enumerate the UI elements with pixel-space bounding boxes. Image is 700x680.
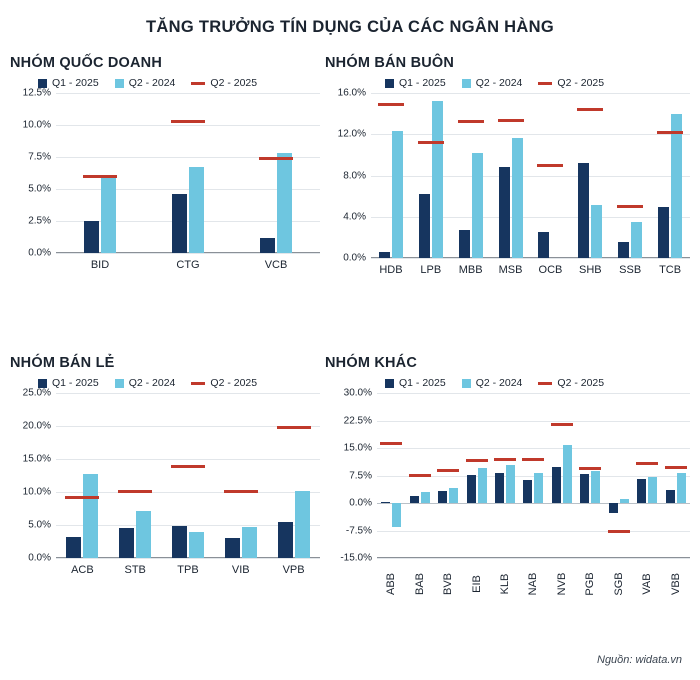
page-title: TĂNG TRƯỞNG TÍN DỤNG CỦA CÁC NGÂN HÀNG <box>146 18 554 36</box>
bar-q2-2024 <box>242 527 257 558</box>
bar-q2-2024 <box>506 465 515 503</box>
legend-label-q1-2025: Q1 - 2025 <box>52 77 99 89</box>
marker-q2-2025 <box>617 205 643 208</box>
legend-item-q2-2024 <box>115 377 176 389</box>
legend-wholesale <box>325 77 690 89</box>
bar-group <box>491 93 531 276</box>
gridline <box>56 558 320 559</box>
bar-group <box>491 393 519 595</box>
bar-q2-2024 <box>677 473 686 503</box>
y-axis-tick-label: 2.5% <box>28 215 51 227</box>
legend-label-q2-2024: Q2 - 2024 <box>475 77 523 89</box>
bar-q2-2024 <box>189 532 204 558</box>
legend-label-q1-2025: Q1 - 2025 <box>52 377 99 389</box>
y-axis-tick-label: 4.0% <box>343 211 366 223</box>
x-axis-tick-label: EIB <box>470 575 483 593</box>
legend-item-q2-2025 <box>191 377 257 389</box>
legend-item-q1-2025 <box>385 377 446 389</box>
bar-q1-2025 <box>225 538 240 558</box>
x-axis-tick-label: NAB <box>527 572 540 596</box>
bar-q2-2024 <box>631 222 642 258</box>
bar-group <box>405 393 433 596</box>
source-note: Nguồn: widata.vn <box>597 654 682 666</box>
bar-q1-2025 <box>495 473 504 503</box>
x-axis-tick-label: VBB <box>669 572 682 596</box>
bar-group <box>371 93 411 276</box>
marker-q2-2025 <box>171 120 205 123</box>
bar-q2-2024 <box>432 101 443 258</box>
marker-q2-2025 <box>537 164 563 167</box>
legend-item-q2-2024 <box>115 77 176 89</box>
y-axis-tick-label: 12.5% <box>22 87 51 99</box>
marker-q2-2025 <box>458 120 484 123</box>
marker-q2-2025 <box>498 119 524 122</box>
marker-q2-2025 <box>409 474 431 477</box>
legend-label-q2-2025: Q2 - 2025 <box>557 377 605 389</box>
bar-q1-2025 <box>552 467 561 503</box>
y-axis-tick-label: 15.0% <box>22 453 51 465</box>
y-axis-tick-label: 10.0% <box>22 119 51 131</box>
bar-q1-2025 <box>658 207 669 258</box>
bar-q2-2024 <box>563 445 572 503</box>
bar-q1-2025 <box>618 242 629 259</box>
bar-q2-2024 <box>591 205 602 258</box>
chart-panel-other <box>325 355 690 596</box>
legend-label-q2-2024: Q2 - 2024 <box>475 377 523 389</box>
bar-group <box>56 93 144 271</box>
x-axis-tick-label: NVB <box>555 572 568 596</box>
chart-panel-wholesale <box>325 55 690 276</box>
marker-q2-2025 <box>380 442 402 445</box>
marker-q2-2025 <box>657 131 683 134</box>
bar-group <box>610 93 650 276</box>
bar-q1-2025 <box>419 194 430 258</box>
bar-q2-2024 <box>472 153 483 258</box>
marker-q2-2025 <box>579 467 601 470</box>
marker-q2-2025 <box>577 108 603 111</box>
y-axis-tick-label: 22.5% <box>343 415 372 426</box>
x-axis-tick-label: LPB <box>420 264 442 276</box>
y-axis-tick-label: 0.0% <box>343 252 366 264</box>
bar-q1-2025 <box>379 252 390 258</box>
marker-q2-2025 <box>636 462 658 465</box>
bar-q2-2024 <box>449 488 458 503</box>
legend-retail <box>10 377 320 389</box>
plot-area-state-owned <box>22 87 320 271</box>
x-axis-tick-label: ACB <box>71 564 94 576</box>
bar-q1-2025 <box>666 490 675 503</box>
marker-q2-2025 <box>83 175 117 178</box>
bar-series-container <box>56 393 320 576</box>
plot-area-wholesale <box>337 87 690 276</box>
bar-series-container <box>56 93 320 271</box>
bar-q2-2024 <box>671 114 682 258</box>
marker-q2-2025 <box>259 157 293 160</box>
y-axis-tick-label: 5.0% <box>28 519 51 531</box>
x-axis-tick-label: VCB <box>264 259 288 271</box>
y-axis-tick-label: 20.0% <box>22 420 51 432</box>
bar-group <box>377 393 405 596</box>
bar-q1-2025 <box>580 474 589 503</box>
bar-group <box>519 393 547 596</box>
bar-q2-2024 <box>478 468 487 503</box>
marker-q2-2025 <box>551 423 573 426</box>
marker-q2-2025 <box>665 466 687 469</box>
legend-item-q2-2025 <box>191 77 257 89</box>
bar-group <box>214 393 267 576</box>
marker-q2-2025 <box>608 530 630 533</box>
y-axis-tick-label: 0.0% <box>28 247 51 259</box>
y-axis-tick-label: 7.5% <box>349 470 372 481</box>
x-axis-tick-label: STB <box>124 564 146 576</box>
bar-q2-2024 <box>421 492 430 503</box>
marker-q2-2025 <box>466 459 488 462</box>
x-axis-tick-label: KLB <box>499 573 512 595</box>
bar-q2-2024 <box>591 471 600 503</box>
bar-q1-2025 <box>260 238 275 253</box>
bar-group <box>531 93 571 276</box>
x-axis-tick-label: SSB <box>619 264 642 276</box>
x-axis-tick-label: OCB <box>538 264 563 276</box>
marker-q2-2025 <box>494 458 516 461</box>
legend-state-owned <box>10 77 320 89</box>
legend-label-q2-2025: Q2 - 2025 <box>210 77 258 89</box>
bar-q1-2025 <box>66 537 81 558</box>
x-axis-tick-label: MBB <box>458 264 483 276</box>
bar-q1-2025 <box>637 479 646 503</box>
bar-q1-2025 <box>172 526 187 558</box>
bar-series-container <box>371 93 690 276</box>
y-axis-tick-label: 8.0% <box>343 170 366 181</box>
bar-group <box>267 393 320 576</box>
bar-group <box>232 93 320 271</box>
bar-q1-2025 <box>538 232 549 258</box>
bar-q1-2025 <box>459 230 470 258</box>
x-axis-tick-label: MSB <box>498 264 523 276</box>
y-axis-tick-label: 25.0% <box>22 387 51 399</box>
plot-area-retail <box>22 387 320 576</box>
bar-q1-2025 <box>609 503 618 513</box>
bar-q2-2024 <box>392 131 403 258</box>
x-axis-tick-label: SHB <box>579 264 602 276</box>
bar-group <box>650 93 690 276</box>
x-axis-tick-label: VIB <box>231 564 250 576</box>
gridline <box>56 253 320 254</box>
chart-panel-retail <box>10 355 320 576</box>
y-axis-tick-label: -15.0% <box>340 552 372 564</box>
bar-q2-2024 <box>295 491 310 558</box>
chart-panel-state-owned <box>10 55 320 271</box>
x-axis-tick-label: PGB <box>584 572 597 596</box>
y-axis-tick-label: 30.0% <box>343 387 372 399</box>
bar-q1-2025 <box>499 167 510 258</box>
y-axis-tick-label: 15.0% <box>343 442 372 454</box>
legend-label-q1-2025: Q1 - 2025 <box>399 77 446 89</box>
bar-group <box>144 93 232 271</box>
bar-q1-2025 <box>381 502 390 503</box>
legend-label-q1-2025: Q1 - 2025 <box>399 377 446 389</box>
bar-q2-2024 <box>392 503 401 527</box>
bar-group <box>605 393 633 596</box>
y-axis-tick-label: 10.0% <box>22 486 51 498</box>
panel-title-retail: NHÓM BÁN LẺ <box>10 355 115 371</box>
bar-group <box>576 393 604 596</box>
legend-item-q2-2025 <box>538 77 604 89</box>
bar-q1-2025 <box>172 194 187 253</box>
bar-q2-2024 <box>83 474 98 558</box>
x-axis-tick-label: VPB <box>282 564 305 576</box>
bar-q2-2024 <box>189 167 204 253</box>
bar-group <box>56 393 109 576</box>
bar-q1-2025 <box>438 491 447 503</box>
x-axis-tick-label: ABB <box>385 572 398 596</box>
bar-q2-2024 <box>534 473 543 503</box>
bar-group <box>162 393 215 576</box>
marker-q2-2025 <box>378 103 404 106</box>
legend-label-q2-2024: Q2 - 2024 <box>128 77 176 89</box>
bar-group <box>662 393 690 596</box>
bar-q2-2024 <box>620 499 629 503</box>
bar-q2-2024 <box>512 138 523 258</box>
bar-group <box>451 93 491 276</box>
bar-q2-2024 <box>101 177 116 253</box>
legend-label-q2-2024: Q2 - 2024 <box>128 377 176 389</box>
bar-q1-2025 <box>578 163 589 258</box>
x-axis-tick-label: SGB <box>612 572 625 596</box>
marker-q2-2025 <box>118 490 152 493</box>
bar-q1-2025 <box>119 528 134 558</box>
legend-item-q2-2024 <box>462 77 523 89</box>
x-axis-tick-label: CTG <box>176 259 200 271</box>
bar-group <box>570 93 610 276</box>
marker-q2-2025 <box>437 469 459 472</box>
y-axis-tick-label: 7.5% <box>28 151 51 163</box>
x-axis-tick-label: BAB <box>413 572 426 596</box>
legend-label-q2-2025: Q2 - 2025 <box>557 77 605 89</box>
bar-q2-2024 <box>648 477 657 503</box>
gridline <box>371 258 690 259</box>
x-axis-tick-label: HDB <box>379 264 403 276</box>
panel-title-other: NHÓM KHÁC <box>325 355 418 371</box>
marker-q2-2025 <box>171 465 205 468</box>
legend-label-q2-2025: Q2 - 2025 <box>210 377 258 389</box>
bar-series-container <box>377 393 690 596</box>
y-axis-tick-label: 0.0% <box>28 552 51 564</box>
bar-q1-2025 <box>467 475 476 503</box>
x-axis-tick-label: VAB <box>641 573 654 595</box>
x-axis-tick-label: BVB <box>442 572 455 596</box>
x-axis-tick-label: TPB <box>177 564 199 576</box>
marker-q2-2025 <box>418 141 444 144</box>
bar-q1-2025 <box>278 522 293 558</box>
bar-group <box>548 393 576 596</box>
bar-group <box>434 393 462 596</box>
marker-q2-2025 <box>65 496 99 499</box>
y-axis-tick-label: 16.0% <box>337 87 366 99</box>
bar-group <box>462 393 490 593</box>
gridline <box>377 558 690 559</box>
y-axis-tick-label: -7.5% <box>345 525 372 536</box>
legend-item-q1-2025 <box>385 77 446 89</box>
bar-q1-2025 <box>410 496 419 503</box>
legend-item-q2-2024 <box>462 377 523 389</box>
x-axis-tick-label: BID <box>90 259 110 271</box>
marker-q2-2025 <box>522 458 544 461</box>
y-axis-tick-label: 0.0% <box>349 497 372 509</box>
bar-group <box>411 93 451 276</box>
bar-q1-2025 <box>84 221 99 253</box>
bar-q2-2024 <box>277 153 292 253</box>
legend-item-q2-2025 <box>538 377 604 389</box>
y-axis-tick-label: 12.0% <box>337 128 366 140</box>
bar-q2-2024 <box>136 511 151 558</box>
y-axis-tick-label: 5.0% <box>28 183 51 195</box>
x-axis-tick-label: TCB <box>659 264 682 276</box>
panel-title-state-owned: NHÓM QUỐC DOANH <box>10 55 163 71</box>
panel-title-wholesale: NHÓM BÁN BUÔN <box>325 55 455 71</box>
bar-group <box>109 393 162 576</box>
legend-other <box>325 377 690 389</box>
plot-area-other <box>340 387 690 596</box>
bar-q1-2025 <box>523 480 532 503</box>
marker-q2-2025 <box>224 490 258 493</box>
bar-group <box>633 393 661 595</box>
marker-q2-2025 <box>277 426 311 429</box>
